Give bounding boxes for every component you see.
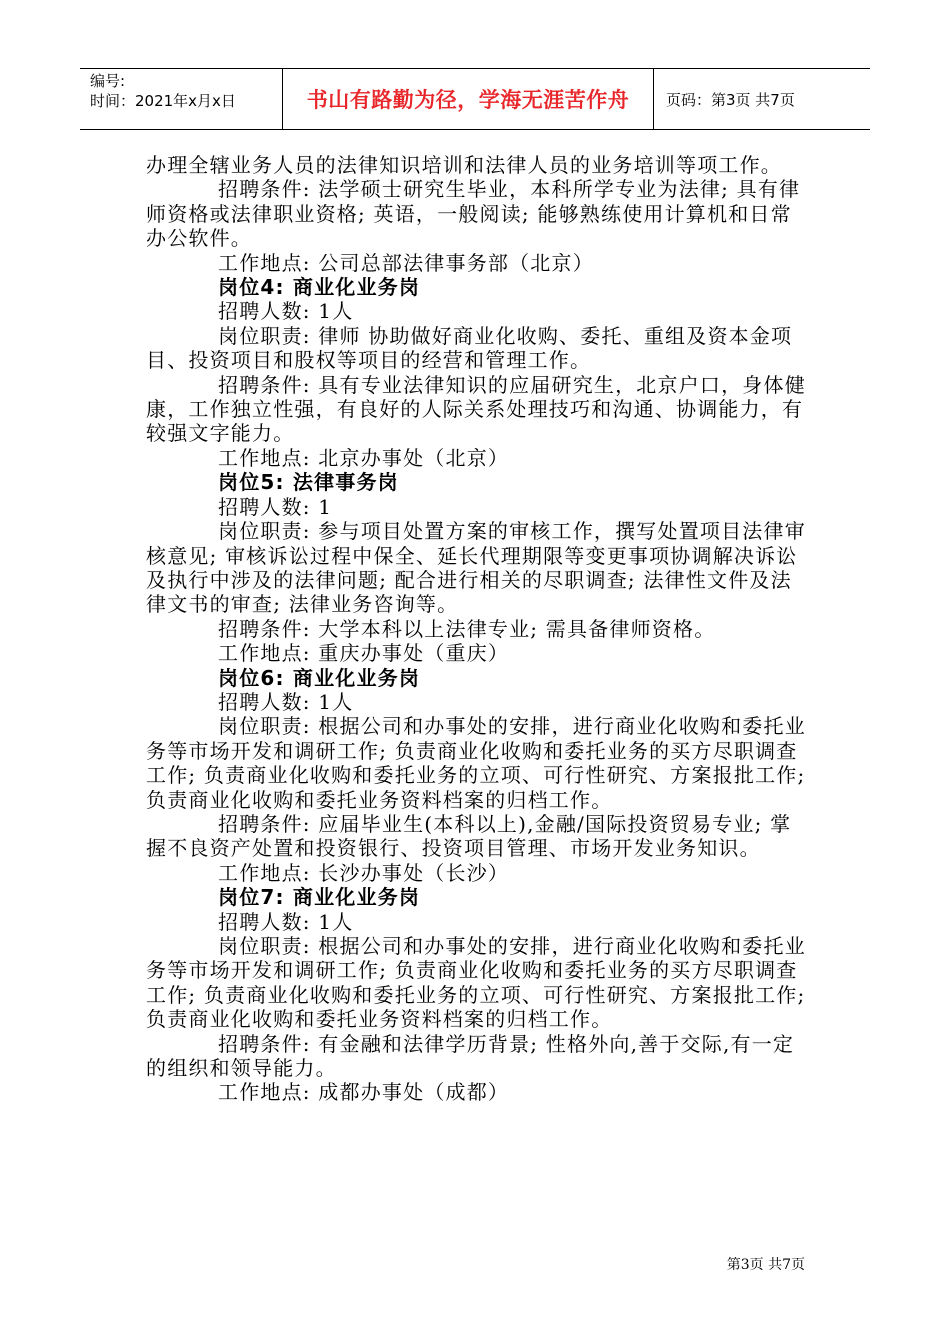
header-page-number: 页码：第3页 共7页: [666, 90, 795, 109]
section-title: 岗位5: 法律事务岗: [218, 470, 399, 495]
section-title: 岗位7: 商业化业务岗: [218, 885, 421, 910]
body-paragraph: 招聘条件: 具有专业法律知识的应届研究生，北京户口，身体健康，工作独立性强，有良好的人际关系处理技巧和沟通、协调能力，有较强文字能力。: [146, 372, 806, 446]
body-paragraph: 工作地点: 成都办事处（成都）: [218, 1080, 510, 1105]
body-paragraph: 招聘人数: 1人: [218, 909, 354, 934]
body-paragraph: 岗位职责: 根据公司和办事处的安排，进行商业化收购和委托业务等市场开发和调研工作; 负责商业化收购和委托业务的买方尽职调查工作; 负责商业化收购和委托业务的立项、可行性研究、方案报批工作; 负责商业化收购和委托业务资料档案的归档工作。: [146, 934, 806, 1032]
body-paragraph: 工作地点: 长沙办事处（长沙）: [218, 860, 510, 885]
body-paragraph: 招聘条件: 应届毕业生(本科以上),金融/国际投资贸易专业; 掌握不良资产处置和投资银行、投资项目管理、市场开发业务知识。: [146, 811, 792, 861]
section-title: 岗位4: 商业化业务岗: [218, 275, 421, 300]
body-paragraph: 招聘人数: 1: [218, 494, 333, 519]
body-paragraph: 岗位职责: 根据公司和办事处的安排，进行商业化收购和委托业务等市场开发和调研工作; 负责商业化收购和委托业务的买方尽职调查工作; 负责商业化收购和委托业务的立项、可行性研究、方案报批工作; 负责商业化收购和委托业务资料档案的归档工作。: [146, 714, 806, 812]
body-paragraph: 招聘人数: 1人: [218, 689, 354, 714]
body-paragraph: 岗位职责: 参与项目处置方案的审核工作，撰写处置项目法律审核意见; 审核诉讼过程中保全、延长代理期限等变更事项协调解决诉讼及执行中涉及的法律问题; 配合进行相关的尽职调查; 法律性文件及法律文书的审查; 法律业务咨询等。: [146, 519, 806, 617]
body-paragraph: 工作地点: 公司总部法律事务部（北京）: [218, 250, 594, 275]
body-paragraph: 办理全辖业务人员的法律知识培训和法律人员的业务培训等项工作。: [146, 153, 782, 177]
document-date-label: 时间：2021年x月x日: [90, 92, 236, 110]
body-paragraph: 招聘人数: 1人: [218, 299, 354, 324]
document-number-label: 编号:: [90, 72, 126, 90]
body-paragraph: 岗位职责: 律师 协助做好商业化收购、委托、重组及资本金项目、投资项目和股权等项目的经营和管理工作。: [146, 323, 793, 373]
body-paragraph: 招聘条件: 法学硕士研究生毕业，本科所学专业为法律; 具有律师资格或法律职业资格; 英语，一般阅读; 能够熟练使用计算机和日常办公软件。: [146, 177, 801, 251]
body-paragraph: 招聘条件: 有金融和法律学历背景; 性格外向,善于交际,有一定的组织和领导能力。: [146, 1031, 795, 1081]
page-footer-number: 第3页 共7页: [726, 1257, 805, 1273]
page-header: [80, 68, 870, 130]
header-meta: [80, 69, 282, 129]
section-title: 岗位6: 商业化业务岗: [218, 665, 421, 690]
header-motto: 书山有路勤为径，学海无涯苦作舟: [282, 69, 654, 129]
body-paragraph: 工作地点: 北京办事处（北京）: [218, 445, 510, 470]
body-paragraph: 工作地点: 重庆办事处（重庆）: [218, 641, 510, 666]
body-paragraph: 招聘条件: 大学本科以上法律专业; 需具备律师资格。: [218, 616, 716, 641]
document-body: [146, 153, 808, 1105]
